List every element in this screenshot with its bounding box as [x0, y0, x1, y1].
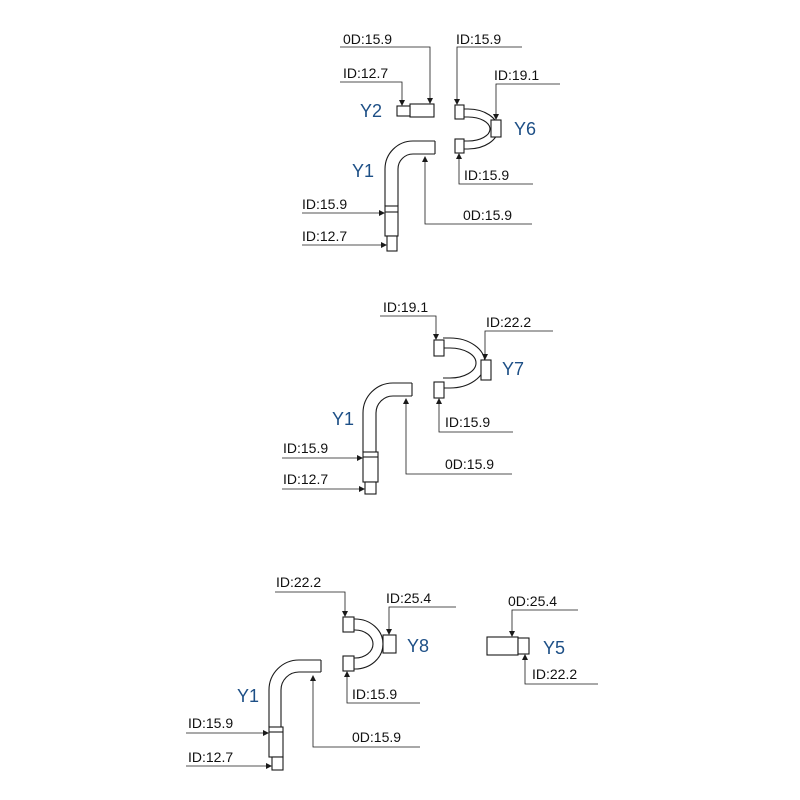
- y6-bottom-socket: [455, 139, 464, 153]
- y5-od-label: 0D:25.4: [508, 593, 558, 609]
- y8-side-socket: [383, 635, 396, 653]
- y7-side-leader: [482, 331, 553, 360]
- y1-tag: Y1: [352, 161, 375, 181]
- y5-id-label: ID:22.2: [532, 666, 578, 682]
- y7-fitting: [434, 338, 491, 398]
- y1-elbow-fitting: [385, 141, 435, 251]
- y2-fitting: [397, 104, 434, 117]
- y1-od-label-3: 0D:15.9: [352, 729, 402, 745]
- y2-neck: [397, 106, 410, 116]
- y1-id-upper-label: ID:15.9: [302, 196, 348, 212]
- group-2: [282, 299, 553, 494]
- y8-bottom-id-label: ID:15.9: [352, 686, 398, 702]
- y8-side-leader: [386, 607, 456, 635]
- y7-tag: Y7: [502, 359, 525, 379]
- y7-inner-bend: [443, 348, 476, 378]
- y5-neck: [518, 638, 529, 654]
- y6-side-leader: [493, 84, 560, 120]
- y8-tag: Y8: [407, 636, 430, 656]
- y2-id-label: ID:12.7: [343, 65, 389, 81]
- y1-id-lower-label: ID:12.7: [302, 228, 348, 244]
- y7-outer-bend: [443, 338, 485, 388]
- y7-side-socket: [481, 360, 491, 380]
- y2-tag: Y2: [360, 101, 383, 121]
- y6-inner-bend: [462, 117, 490, 141]
- y6-top-id-label: ID:15.9: [456, 31, 502, 47]
- y8-top-id-label: ID:22.2: [276, 574, 322, 590]
- y7-top-id-label: ID:19.1: [383, 299, 429, 315]
- y1-socket: [385, 206, 398, 236]
- y8-bottom-socket: [343, 656, 354, 671]
- y6-bottom-id-label: ID:15.9: [464, 167, 510, 183]
- y1-od-label-2: 0D:15.9: [445, 456, 495, 472]
- y6-tag: Y6: [514, 119, 537, 139]
- y1-id-lower-label-3: ID:12.7: [188, 749, 234, 765]
- y5-body: [487, 637, 518, 655]
- y1-tag-2: Y1: [332, 409, 355, 429]
- y5-od-leader: [509, 610, 578, 637]
- y1-outer-wall: [363, 383, 412, 452]
- y5-fitting: [487, 637, 529, 655]
- y7-top-leader: [380, 316, 439, 340]
- y2-od-label: 0D:15.9: [343, 31, 393, 47]
- y7-bottom-id-label: ID:15.9: [445, 414, 491, 430]
- y1-inner-wall: [398, 154, 435, 206]
- y1-outer-wall: [385, 141, 435, 206]
- y2-body: [410, 104, 434, 117]
- y1-id-lower-label-2: ID:12.7: [283, 471, 329, 487]
- y1-id-upper-label-2: ID:15.9: [283, 440, 329, 456]
- y7-side-id-label: ID:22.2: [486, 314, 532, 330]
- y6-side-id-label: ID:19.1: [494, 67, 540, 83]
- y6-fitting: [455, 105, 501, 153]
- y8-fitting: [343, 617, 396, 671]
- y1-tag-3: Y1: [237, 686, 260, 706]
- y1-tail: [387, 236, 397, 251]
- y1-id-upper-label-3: ID:15.9: [188, 715, 234, 731]
- y8-inner-bend: [352, 630, 373, 658]
- y1-elbow-fitting-2: [363, 383, 412, 494]
- y6-top-socket: [455, 105, 464, 119]
- y8-outer-bend: [352, 619, 383, 669]
- group-3: [186, 574, 598, 770]
- y1-od-label: 0D:15.9: [463, 207, 513, 223]
- y5-tag: Y5: [543, 638, 566, 658]
- y1-tail: [365, 482, 376, 494]
- y1-inner-wall: [376, 396, 412, 452]
- y8-top-socket: [343, 617, 354, 632]
- y6-side-socket: [491, 120, 501, 137]
- y1-tail: [272, 757, 283, 770]
- y7-bottom-socket: [434, 382, 444, 398]
- group-1: [302, 31, 560, 251]
- y8-side-id-label: ID:25.4: [386, 590, 432, 606]
- y7-top-socket: [434, 340, 444, 356]
- y8-top-leader: [275, 592, 348, 617]
